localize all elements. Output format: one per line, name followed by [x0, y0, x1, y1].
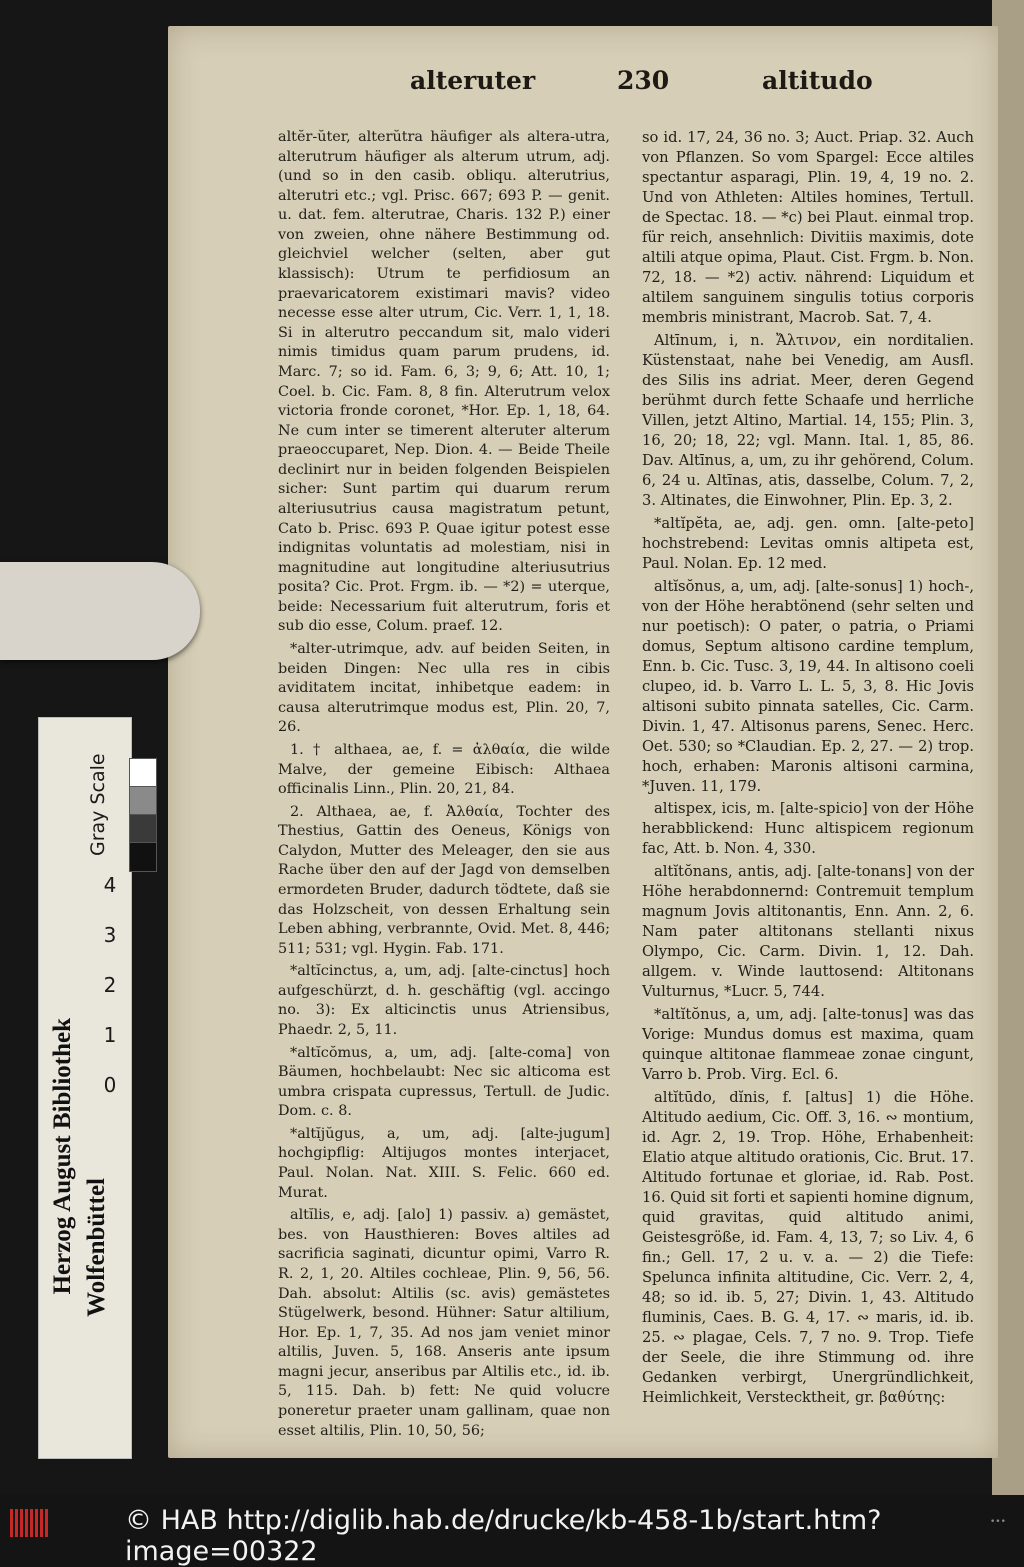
entry-altispex: altispex, icis, m. [alte-spicio] von der Höhe herabblickend: Hunc altispicem regionum fac, Att. b. Non. 4, 330. — [642, 800, 974, 858]
viewer-footer — [0, 1495, 1024, 1567]
entry-alteruter: altĕr-ŭter, alterŭtra häufiger als altera-utra, alterutrum häufiger als alterum utrum, adj. (und so in den casib. obliqu. alterutrius, alterutri etc.; vgl. Prisc. 667; 693 P. — genit. u. dat. fem. alterutrae, Charis. 132 P.) einer von zweien, ohne nähere Bestimmung od. gleichviel welcher (selten, aber gut klassisch): Utrum te perfidiosum an praevaricatorem existimari mavis? video necesse esse alter utrum, Cic. Verr. 1, 1, 18. Si in alterutro peccandum sit, malo videri nimis timidus quam parum prudens, id. Marc. 7; so id. Fam. 6, 3; 9, 6; Att. 10, 1; Coel. b. Cic. Fam. 8, 8 fin. Alterutrum velox victoria fronde coronet, *Hor. Ep. 1, 18, 64. Ne cum inter se timerent alteruter alterum praeoccuparet, Nep. Dion. 4. — Beide Theile declinirt nur in beiden folgenden Beispielen sicher: Sunt partim qui duarum rerum alteriusutrius causa magistratum petunt, Cato b. Prisc. 693 P. Quae igitur potest esse indignitas voluntatis ad molestiam, nisi in magnitudine aut longitudine alteriusutrius posita? Cic. Prot. Frgm. ib. — *2) = uterque, beide: Necessarium fuit alterutrum, foris et sub dio esse, Colum. praef. 12. — [278, 129, 610, 635]
entry-altipeta: *altĭpĕta, ae, adj. gen. omn. [alte-peto] hochstrebend: Levitas omnis altipeta est, Paul. Nolan. Ep. 12 med. — [642, 514, 974, 572]
hab-logo-icon — [10, 1509, 60, 1537]
page-number: 230 — [617, 66, 670, 95]
ruler-number: 4 — [103, 873, 117, 897]
entry-altilis-cont: so id. 17, 24, 36 no. 3; Auct. Priap. 32. Auch von Pflanzen. So vom Spargel: Ecce altiles spectantur asparagi, Plin. 19, 4, 19 no. 2. Und von Athleten: Altiles homines, Tertull. de Spectac. 18. — *c) bei Plaut. einmal trop. für reich, ansehnlich: Divitiis maximis, dote altili atque opima, Plaut. Cist. Frgm. b. Non. 72, 18. — *2) activ. nährend: Liquidum et altilem sanguinem singulis totius corporis membris ministrant, Macrob. Sat. 7, 4. — [642, 129, 974, 326]
color-chart — [38, 717, 132, 1459]
copyright-url[interactable]: © HAB http://diglib.hab.de/drucke/kb-458-1b/start.htm?image=00322 — [125, 1505, 882, 1567]
running-head-left: alteruter — [410, 66, 536, 95]
right-column — [642, 128, 974, 1411]
bookmark-ribbon — [0, 562, 200, 660]
gray-swatch — [129, 786, 157, 816]
gray-swatch — [129, 814, 157, 844]
ruler-number: 1 — [103, 1023, 117, 1047]
entry-altisonus: altĭsŏnus, a, um, adj. [alte-sonus] 1) hoch-, von der Höhe herabtönend (sehr selten und nur poetisch): O pater, o patria, o Priami domus, Septum altisono cardine templum, Enn. b. Cic. Tusc. 3, 19, 44. In altisono coeli clupeo, id. b. Varro L. L. 5, 3, 8. Hic Jovis altisoni subito pinnata satelles, Cic. Carm. Divin. 1, 47. Altisonus parens, Senec. Herc. Oet. 530; so *Claudian. Ep. 2, 27. — 2) trop. hoch, erhaben: Maronis altisoni carmina, *Juven. 11, 179. — [642, 577, 974, 795]
ruler — [93, 723, 127, 1183]
entry-altijugus: *altĭjŭgus, a, um, adj. [alte-jugum] hochgipflig: Altijugos montes interjacet, Paul. Nolan. Nat. XIII. S. Felic. 660 ed. Murat. — [278, 1125, 610, 1201]
ruler-number: 2 — [103, 973, 117, 997]
entry-alticinctus: *altĭcinctus, a, um, adj. [alte-cinctus] hoch aufgeschürzt, d. h. geschäftig (vgl. accingo no. 3): Ex alticinctis unus Atriensibus, Phaedr. 2, 5, 11. — [278, 963, 610, 1039]
entry-althaea-2: 2. Althaea, ae, f. Ἀλθαία, Tochter des Thestius, Gattin des Oeneus, Königs von Calydon, Mutter des Meleager, den sie aus Rache über den auf der Jagd von demselben ermordeten Bruder, dadurch tödtete, daß sie das Holzscheit, von dessen Erhaltung sein Leben abhing, verbrannte, Ovid. Met. 8, 446; 511; 531; vgl. Hygin. Fab. 171. — [278, 803, 610, 957]
entry-alticomus: *altĭcŏmus, a, um, adj. [alte-coma] von Bäumen, hochbelaubt: Nec sic alticoma est umbra crispata cupressus, Tertull. de Judic. Dom. c. 8. — [278, 1044, 610, 1120]
ruler-number: 0 — [103, 1073, 117, 1097]
entry-alterutrimque: *alter-utrimque, adv. auf beiden Seiten, in beiden Dingen: Nec ulla res in cibis aviditatem incitat, inhibetque eadem: in causa alterutrimque modus est, Plin. 20, 7, 26. — [278, 641, 610, 736]
entry-altitudo: altĭtūdo, dĭnis, f. [altus] 1) die Höhe. Altitudo aedium, Cic. Off. 3, 16. ∾ montium, id. Agr. 2, 19. Trop. Höhe, Erhabenheit: Elatio atque altitudo orationis, Cic. Brut. 17. Altitudo fortunae et gloriae, id. Rab. Post. 16. Quid sit forti et sapienti homine dignum, quid gravitas, quid altitudo animi, Geistesgröße, id. Fam. 4, 13, 7; so Liv. 4, 6 fin.; Gell. 17, 2 u. v. a. — 2) die Tiefe: Spelunca infinita altitudine, Cic. Verr. 2, 4, 48; so id. ib. 5, 27; Divin. 1, 43. Altitudo fluminis, Caes. B. G. 4, 17. ∾ maris, id. ib. 25. ∾ plagae, Cels. 7, 7 no. 9. Trop. Tiefe der Seele, die ihre Stimmung od. ihre Gedanken verbirgt, Unergründlichkeit, Heimlichkeit, Verstecktheit, gr. βαθύτης: — [642, 1089, 974, 1407]
credit-line-2: Wolfenbüttel — [83, 1178, 110, 1317]
entry-altitonus: *altĭtŏnus, a, um, adj. [alte-tonus] was das Vorige: Mundus domus est maxima, quam quinque altitonae flammeae zonae cingunt, Varro b. Prob. Virg. Ecl. 6. — [642, 1006, 974, 1084]
credit-line-1: Herzog August Bibliothek — [49, 1018, 76, 1295]
running-head-right: altitudo — [762, 66, 873, 95]
entry-altitonans: altĭtŏnans, antis, adj. [alte-tonans] von der Höhe herabdonnernd: Contremuit templum magnum Jovis altitonantis, Enn. Ann. 2, 6. Nam pater altitonans stellanti nixus Olympo, Cic. Carm. Divin. 1, 12. Dah. allgem. v. Winde lauttosend: Altitonans Vulturnus, *Lucr. 5, 744. — [642, 863, 974, 1001]
gray-scale-label: Gray Scale — [87, 753, 109, 856]
left-column — [278, 128, 610, 1444]
entry-altinum: Altīnum, i, n. Ἄλτινον, ein norditalien. Küstenstaat, nahe bei Venedig, am Ausfl. des Silis ins adriat. Meer, deren Gegend berühmt durch fette Schaafe und herrliche Villen, jetzt Altino, Martial. 14, 155; Plin. 3, 16, 20; 18, 22; vgl. Mann. Ital. 1, 85, 86. Dav. Altīnus, a, um, zu ihr gehörend, Colum. 6, 24 u. Altīnas, atis, dasselbe, Colum. 7, 2, 3. Altinates, die Einwohner, Plin. Ep. 3, 2. — [642, 331, 974, 509]
gray-swatch — [129, 842, 157, 872]
gray-swatch — [129, 758, 157, 788]
entry-altilis: altĭlis, e, adj. [alo] 1) passiv. a) gemästet, bes. von Hausthieren: Boves altiles ad sacrificia saginati, dicuntur opimi, Varro R. R. 2, 1, 20. Altiles cochleae, Plin. 9, 56, 56. Dah. absolut: Altilis (sc. avis) gemästetes Stügelwerk, besond. Hühner: Satur altilium, Hor. Ep. 1, 7, 35. Ad nos jam veniet minor altilis, Juven. 5, 168. Anseris ante ipsum magni jecur, anseribus par Altilis etc., id. ib. 5, 115. Dah. b) fett: Ne quid volucre poneretur praeter unam gallinam, quae non esset altilis, Plin. 10, 50, 56; — [278, 1207, 610, 1439]
footer-mark: ••• — [990, 1517, 1006, 1527]
ruler-number: 3 — [103, 923, 117, 947]
entry-althaea-1: 1. † althaea, ae, f. = ἀλθαία, die wilde Malve, der gemeine Eibisch: Althaea officinalis Linn., Plin. 20, 21, 84. — [278, 741, 610, 798]
